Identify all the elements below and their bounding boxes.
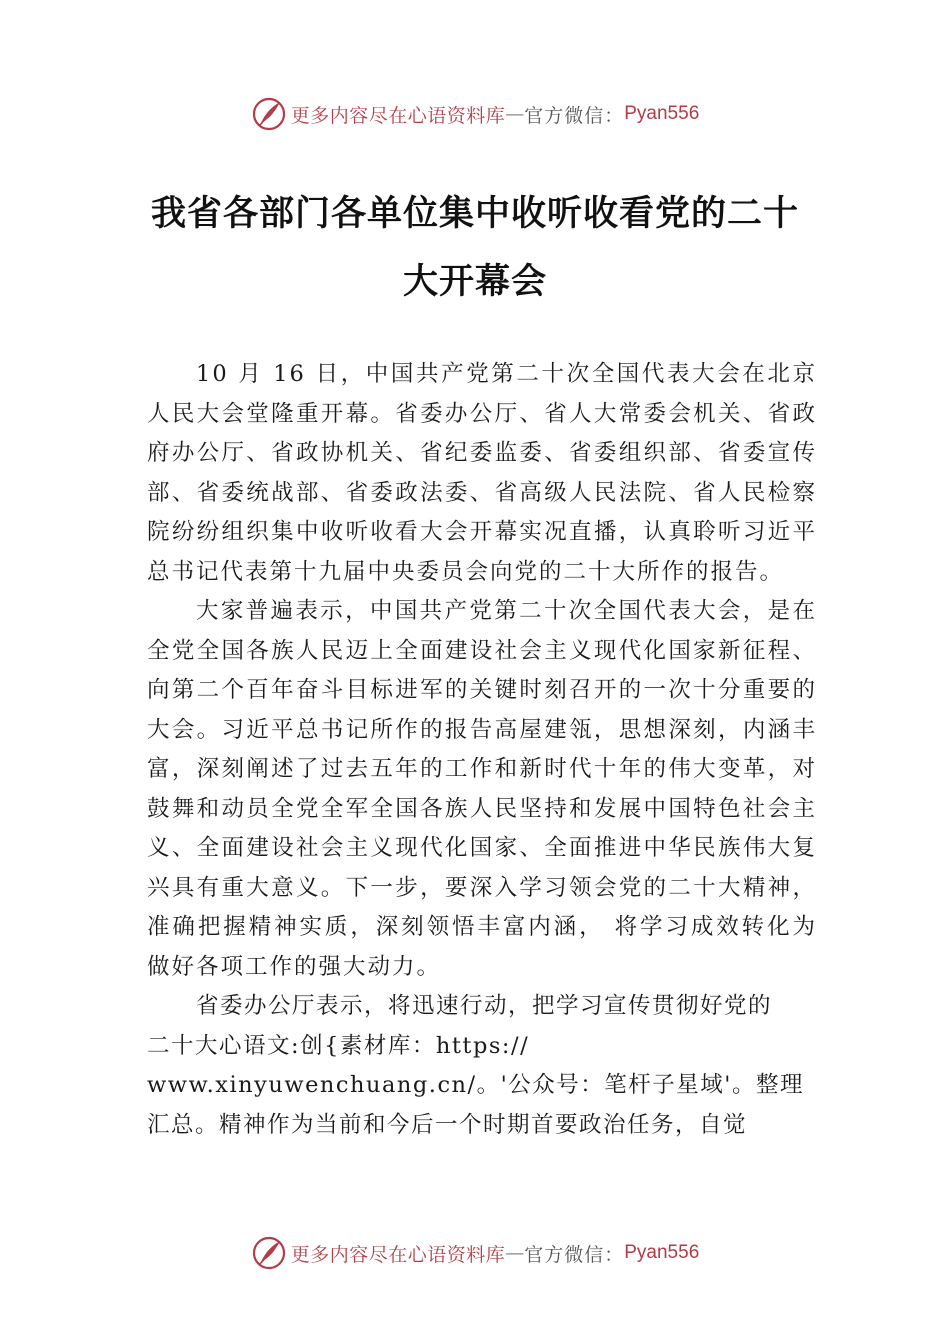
quill-logo-icon [251, 1235, 287, 1271]
banner-wechat-label: 官方微信： [524, 104, 625, 127]
paragraph-3-line-3: www.xinyuwenchuang.cn/。'公众号：笔杆子星域'。整理 [147, 1072, 804, 1098]
document-title-line-1: 我省各部门各单位集中收听收看党的二十 [150, 194, 799, 234]
header-watermark-banner [0, 94, 950, 134]
banner-wechat-label: 官方微信： [524, 1243, 625, 1266]
paragraph-1: 10 月 16 日，中国共产党第二十次全国代表大会在北京人民大会堂隆重开幕。省委办公厅、省人大常委会机关、省政府办公厅、省政协机关、省纪委监委、省委组织部、省委宣传部、省委统战部、省委政法委、省高级人民法院、省人民检察院纷纷组织集中收听收看大会开幕实况直播，认真聆听习近平总书记代表第十九届中央委员会向党的二十大所作的报告。 [147, 361, 817, 585]
banner-wechat-id: Pyan556 [624, 103, 700, 124]
banner-separator: — [505, 103, 525, 125]
paragraph-3-line-2: 二十大心语文:创{素材库：https:// [147, 1032, 530, 1059]
document-title-line-2: 大开幕会 [402, 262, 547, 302]
banner-wechat-id: Pyan556 [624, 1242, 700, 1263]
paragraph-2: 大家普遍表示，中国共产党第二十次全国代表大会，是在全党全国各族人民迈上全面建设社会主义现代化国家新征程、向第二个百年奋斗目标进军的关键时刻召开的一次十分重要的大会。习近平总书记所作的报告高屋建瓴，思想深刻，内涵丰富，深刻阐述了过去五年的工作和新时代十年的伟大变革，对鼓舞和动员全党全军全国各族人民坚持和发展中国特色社会主义、全面建设社会主义现代化国家、全面推进中华民族伟大复兴具有重大意义。下一步，要深入学习领会党的二十大精神，准确把握精神实质，深刻领悟丰富内涵， 将学习成效转化为做好各项工作的强大动力。 [147, 598, 817, 980]
banner-text: 更多内容尽在心语资料库 [290, 1243, 506, 1266]
quill-logo-icon [251, 96, 287, 132]
paragraph-3-line-4: 汇总。精神作为当前和今后一个时期首要政治任务，自觉 [147, 1111, 748, 1138]
article-body [147, 355, 817, 1145]
banner-text: 更多内容尽在心语资料库 [290, 104, 506, 127]
footer-watermark-banner [0, 1233, 950, 1273]
paragraph-3-line-1: 省委办公厅表示，将迅速行动，把学习宣传贯彻好党的 [196, 993, 773, 1019]
banner-separator: — [505, 1242, 525, 1264]
